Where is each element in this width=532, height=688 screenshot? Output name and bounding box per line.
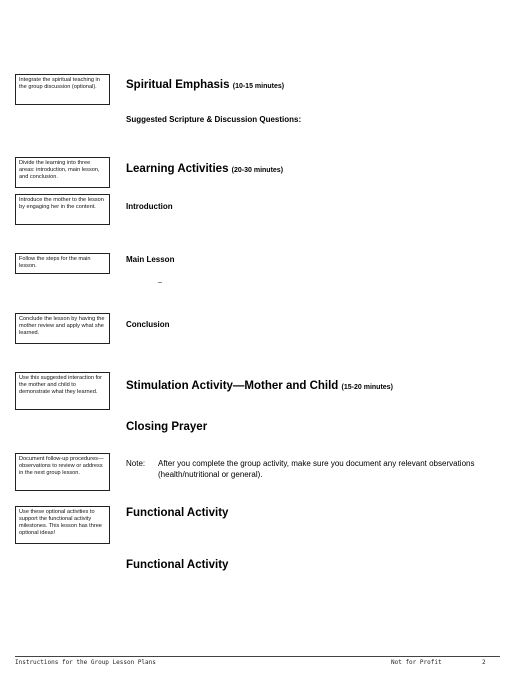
functional-activity-heading-2: Functional Activity <box>126 559 229 571</box>
sidebar-note-learning: Divide the learning into three areas: introduction, main lesson, and conclusion. <box>15 157 110 188</box>
sidebar-note-introduction: Introduce the mother to the lesson by engaging her in the content. <box>15 194 110 225</box>
learning-activities-heading <box>126 163 283 175</box>
footer-title: Instructions for the Group Lesson Plans <box>15 659 156 666</box>
stimulation-activity-duration: (15-20 minutes) <box>341 384 393 391</box>
footer-not-for-profit: Not for Profit <box>391 659 442 666</box>
functional-activity-heading-1: Functional Activity <box>126 507 229 519</box>
sidebar-note-stimulation: Use this suggested interaction for the mother and child to demonstrate what they learned. <box>15 372 110 410</box>
spiritual-emphasis-title: Spiritual Emphasis <box>126 79 230 91</box>
main-lesson-mark: _ <box>158 276 162 283</box>
learning-activities-title: Learning Activities <box>126 163 229 175</box>
sidebar-note-conclusion: Conclude the lesson by having the mother review and apply what she learned. <box>15 313 110 344</box>
introduction-heading: Introduction <box>126 202 173 211</box>
footer-divider <box>15 656 500 657</box>
spiritual-emphasis-heading <box>126 79 284 91</box>
footer-page-number: 2 <box>482 659 486 666</box>
closing-prayer-heading: Closing Prayer <box>126 421 208 433</box>
note-label: Note: <box>126 459 146 468</box>
stimulation-activity-title: Stimulation Activity—Mother and Child <box>126 380 339 392</box>
conclusion-heading: Conclusion <box>126 320 170 329</box>
learning-activities-duration: (20-30 minutes) <box>231 167 284 174</box>
note-text: After you complete the group activity, make sure you document any relevant observations (health/nutritional or general). <box>158 459 475 479</box>
spiritual-emphasis-duration: (10-15 minutes) <box>232 83 285 90</box>
sidebar-note-follow-up: Document follow-up procedures—observations to review or address in the next group lesson. <box>15 453 110 491</box>
main-lesson-heading: Main Lesson <box>126 255 175 264</box>
sidebar-note-spiritual: Integrate the spiritual teaching in the group discussion (optional). <box>15 74 110 105</box>
sidebar-note-functional: Use these optional activities to support the functional activity milestones. This lesson has three optional ideas! <box>15 506 110 544</box>
suggested-scripture-heading: Suggested Scripture & Discussion Questions: <box>126 115 302 124</box>
sidebar-note-main-lesson: Follow the steps for the main lesson. <box>15 253 110 274</box>
stimulation-activity-heading <box>126 380 393 392</box>
